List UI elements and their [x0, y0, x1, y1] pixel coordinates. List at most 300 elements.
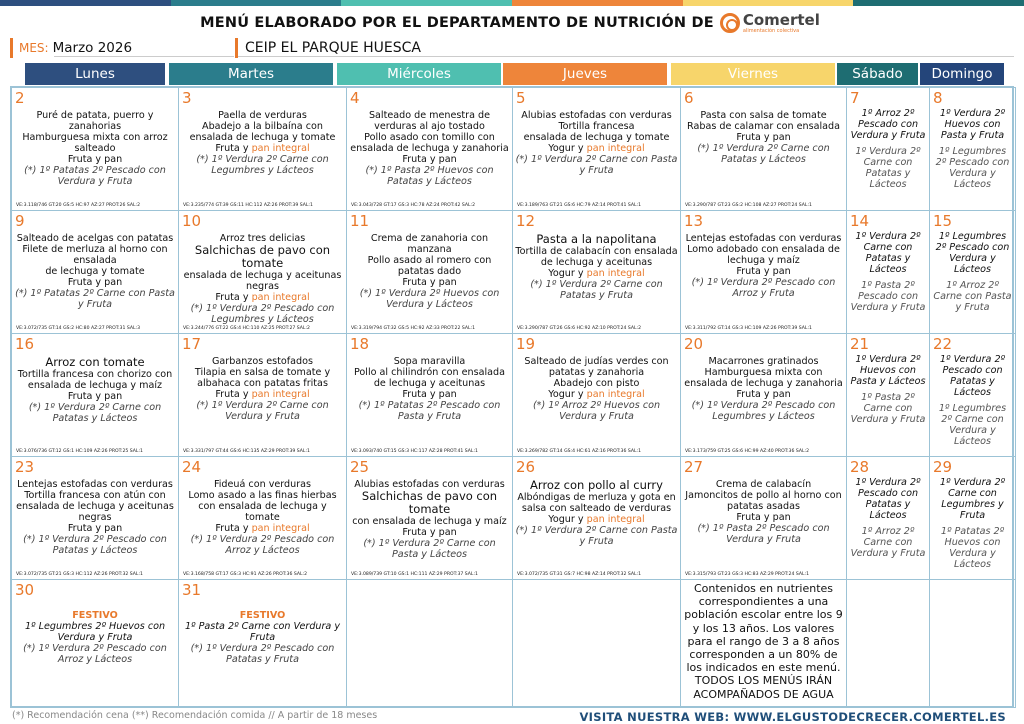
menu-text — [181, 110, 344, 176]
menu-line-text: Fruta y pan — [67, 523, 123, 534]
menu-line-text: Lomo adobado con ensalada de lechuga y maíz — [687, 244, 840, 266]
menu-line-text: (*) 1º Verdura 2º Pescado con Legumbres y Lácteos — [691, 400, 836, 422]
menu-line-text: (*) 1º Arroz 2º Huevos con Verdura y Fruta — [532, 400, 661, 422]
menu-line — [683, 132, 844, 143]
day-header-sábado: Sábado — [837, 63, 918, 85]
menu-line-text: (*) 1º Patatas 2º Pescado con Pasta y Fruta — [358, 400, 501, 422]
menu-line — [515, 143, 678, 154]
menu-line-text: Lentejas estofadas con verduras — [17, 479, 173, 490]
day-header-jueves: Jueves — [503, 63, 667, 85]
weekend-main: 1º Verdura 2º Pescado con Patatas y Lácteos — [855, 477, 921, 521]
day-cell — [929, 456, 1016, 580]
integral-label: pan integral — [251, 292, 310, 303]
day-number: 31 — [182, 581, 202, 599]
menu-line — [14, 643, 176, 665]
day-number: 22 — [933, 335, 953, 353]
menu-line — [14, 621, 176, 643]
menu-line-text: Hamburguesa mixta con ensalada de lechuga y zanahoria — [684, 367, 843, 389]
weekend-alt: 1º Arroz 2º Carne con Verdura y Fruta — [850, 526, 926, 559]
menu-text — [515, 233, 678, 301]
menu-line — [181, 367, 344, 389]
menu-line — [683, 523, 844, 545]
menu-line — [14, 356, 176, 369]
menu-line-text: Fruta y pan — [402, 389, 457, 400]
day-number: 24 — [182, 458, 202, 476]
nutrition-values: VE:3.173/759 GT:25 GS:6 HC:99 AZ:40 PROT:36 SAL:2 — [685, 449, 810, 454]
day-number: 9 — [15, 212, 25, 230]
integral-label: pan integral — [586, 514, 645, 525]
nutrition-values: VE:3.290/787 GT:26 GS:6 HC:92 AZ:10 PROT:24 SAL:2 — [517, 326, 642, 331]
day-cell — [512, 456, 681, 580]
menu-line — [683, 479, 844, 490]
menu-line — [683, 389, 844, 400]
menu-line — [14, 288, 176, 310]
weekend-menu — [932, 354, 1013, 447]
menu-line — [181, 523, 344, 534]
menu-text — [515, 356, 678, 422]
menu-line — [349, 165, 510, 187]
day-cell — [929, 333, 1016, 457]
day-cell — [846, 210, 930, 334]
weekend-menu — [932, 477, 1013, 570]
menu-line-text: Fruta y pan — [67, 391, 123, 402]
menu-line-text: Fruta y pan — [402, 154, 457, 165]
menu-line-text: Albóndigas de merluza y gota en salsa con salteado de verduras — [517, 492, 676, 514]
weekend-alt: 1º Pasta 2º Pescado con Verdura y Fruta — [850, 280, 926, 313]
menu-line-text: Puré de patata, puerro y zanahorias — [36, 110, 154, 132]
weekday-header — [10, 63, 1014, 85]
menu-line-text: Fruta y — [215, 292, 252, 303]
menu-line-text: Jamoncitos de pollo al horno con patatas asadas — [685, 490, 842, 512]
menu-line — [683, 367, 844, 389]
menu-line — [14, 266, 176, 277]
menu-line — [181, 534, 344, 556]
menu-line — [349, 288, 510, 310]
day-number: 4 — [350, 89, 360, 107]
menu-line-text: (*) 1º Verdura 2º Pescado con Legumbres y Lácteos — [190, 303, 335, 325]
menu-line — [181, 490, 344, 523]
festivo-label: FESTIVO — [72, 610, 118, 621]
weekend-menu — [849, 477, 927, 559]
footer-legend: (*) Recomendación cena (**) Recomendación comida // A partir de 18 meses — [12, 710, 378, 721]
nutrition-values: VE:3.235/774 GT:39 GS:11 HC:112 AZ:26 PROT:39 SAL:1 — [183, 203, 313, 208]
weekend-main: 1º Arroz 2º Pescado con Verdura y Fruta — [850, 108, 926, 141]
menu-line — [181, 621, 344, 643]
menu-line — [349, 490, 510, 516]
day-cell — [11, 456, 179, 580]
month-label: MES: — [19, 41, 49, 55]
day-number: 29 — [933, 458, 953, 476]
menu-line — [349, 527, 510, 538]
day-number: 21 — [850, 335, 870, 353]
day-cell — [512, 210, 681, 334]
menu-line-text: Salteado de acelgas con patatas — [16, 233, 174, 244]
day-number: 27 — [684, 458, 704, 476]
menu-line-text: Pollo al chilindrón con ensalada de lechuga y aceitunas — [353, 367, 506, 389]
menu-text — [683, 479, 844, 545]
day-cell — [929, 210, 1016, 334]
menu-line-text: Yogur y — [548, 389, 587, 400]
day-cell — [846, 456, 930, 580]
menu-line — [349, 538, 510, 560]
day-number: 5 — [516, 89, 526, 107]
festivo-label: FESTIVO — [239, 610, 286, 621]
day-number: 14 — [850, 212, 870, 230]
integral-label: pan integral — [251, 523, 310, 534]
menu-line — [14, 369, 176, 391]
integral-label: pan integral — [586, 143, 645, 154]
nutrition-values: VE:3.118/746 GT:20 GS:5 HC:97 AZ:27 PROT:26 SAL:2 — [16, 203, 141, 208]
integral-label: pan integral — [251, 143, 310, 154]
menu-line — [349, 154, 510, 165]
menu-line — [181, 143, 344, 154]
nutrition-values: VE:3.269/782 GT:14 GS:4 HC:61 AZ:16 PROT:36 SAL:1 — [517, 449, 642, 454]
menu-line — [14, 110, 176, 132]
weekend-menu — [849, 354, 927, 425]
menu-line-text: (*) 1º Verdura 2º Carne con Pasta y Lácteos — [363, 538, 496, 560]
menu-line-text: Salchichas de pavo con tomate — [194, 243, 331, 270]
menu-line — [349, 356, 510, 367]
weekend-main: 1º Verdura 2º Pescado con Patatas y Lácteos — [939, 354, 1006, 398]
day-cell — [346, 87, 513, 211]
menu-line-text: Sopa maravilla — [393, 356, 466, 367]
menu-line — [515, 514, 678, 525]
nutrition-values: VE:3.319/794 GT:32 GS:5 HC:92 AZ:33 PROT:22 SAL:1 — [351, 326, 476, 331]
menu-text — [515, 479, 678, 547]
menu-line-text: Arroz con tomate — [45, 355, 145, 369]
menu-line-text: Fruta y pan — [402, 527, 457, 538]
integral-label: pan integral — [251, 389, 310, 400]
day-header-domingo: Domingo — [920, 63, 1004, 85]
menu-text — [349, 110, 510, 187]
menu-line-text: Garbanzos estofados — [211, 356, 313, 367]
month-value: Marzo 2026 — [52, 40, 133, 56]
month-field — [10, 38, 132, 58]
day-number: 19 — [516, 335, 536, 353]
menu-text — [181, 479, 344, 556]
nutrition-values: VE:3.072/735 GT:31 GS:7 HC:98 AZ:14 PROT:32 SAL:1 — [517, 572, 642, 577]
menu-line-text: (*) 1º Pasta 2º Pescado con Verdura y Fruta — [697, 523, 830, 545]
menu-text — [683, 110, 844, 165]
menu-line-text: con ensalada de lechuga y maíz — [352, 516, 507, 527]
menu-line — [181, 292, 344, 303]
menu-line — [14, 277, 176, 288]
menu-line-text: Yogur y — [548, 268, 587, 279]
menu-line — [14, 233, 176, 244]
day-number: 13 — [684, 212, 704, 230]
day-cell — [178, 333, 347, 457]
menu-line — [683, 512, 844, 523]
menu-line — [683, 143, 844, 165]
menu-line-text: Rabas de calamar con ensalada — [687, 121, 840, 132]
menu-line-text: (*) 1º Patatas 2º Carne con Pasta y Fruta — [15, 288, 175, 310]
menu-line — [14, 523, 176, 534]
menu-line — [181, 400, 344, 422]
day-cell — [512, 333, 681, 457]
day-number: 26 — [516, 458, 536, 476]
day-cell — [512, 87, 681, 211]
menu-line-text: 1º Legumbres 2º Huevos con Verdura y Fruta — [24, 621, 166, 643]
menu-line — [14, 402, 176, 424]
day-cell — [346, 579, 513, 708]
nutrition-values: VE:3.072/735 GT:21 GS:3 HC:112 AZ:26 PROT:32 SAL:1 — [16, 572, 143, 577]
nutrition-note: Contenidos en nutrientes correspondientes a una población escolar entre los 9 y los 13 años. Los valores para el rango de 3 a 8 años corresponden a un 80% de los indicados en este menú. TODOS LOS MENÚS IRÁN ACOMPAÑADOS DE AGUA — [684, 582, 843, 701]
menu-line-text: Fruta y pan — [67, 277, 123, 288]
nutrition-values: VE:3.168/758 GT:17 GS:3 HC:91 AZ:26 PROT:36 SAL:2 — [183, 572, 308, 577]
menu-line-text: (*) 1º Verdura 2º Carne con Verdura y Fruta — [196, 400, 329, 422]
menu-line — [515, 246, 678, 268]
menu-line-text: (*) 1º Verdura 2º Carne con Patatas y Lácteos — [697, 143, 830, 165]
menu-line — [349, 367, 510, 389]
integral-label: pan integral — [586, 389, 645, 400]
menu-text — [181, 356, 344, 422]
menu-line — [515, 121, 678, 132]
menu-line — [349, 233, 510, 255]
menu-line-text: ensalada de lechuga y aceitunas negras — [183, 270, 342, 292]
day-cell — [680, 579, 847, 708]
menu-line — [683, 400, 844, 422]
day-number: 18 — [350, 335, 370, 353]
day-cell — [178, 579, 347, 708]
day-number: 25 — [350, 458, 370, 476]
menu-line-text: Fruta y — [215, 143, 252, 154]
day-number: 3 — [182, 89, 192, 107]
day-cell — [846, 333, 930, 457]
menu-text — [349, 356, 510, 422]
menu-line — [349, 110, 510, 132]
menu-line — [515, 378, 678, 389]
menu-line-text: Pasta a la napolitana — [536, 232, 657, 246]
weekend-alt: 1º Arroz 2º Carne con Pasta y Fruta — [933, 280, 1012, 313]
menu-line — [181, 110, 344, 121]
menu-text — [181, 233, 344, 325]
menu-line-text: Fruta y pan — [736, 132, 791, 143]
footer-website-link[interactable]: VISITA NUESTRA WEB: WWW.ELGUSTODECRECER.COMERTEL.ES — [579, 710, 1006, 724]
menu-line — [683, 356, 844, 367]
menu-line — [349, 132, 510, 154]
nutrition-values: VE:3.244/776 GT:22 GS:4 HC:110 AZ:25 PROT:27 SAL:2 — [183, 326, 310, 331]
menu-line — [683, 266, 844, 277]
menu-line-text: Salteado de menestra de verduras al ajo tostado — [368, 110, 491, 132]
weekend-alt: 1º Verdura 2º Carne con Patatas y Lácteos — [855, 146, 921, 190]
menu-line — [14, 132, 176, 154]
menu-line — [515, 132, 678, 143]
page-title: MENÚ ELABORADO POR EL DEPARTAMENTO DE NUTRICIÓN DE — [200, 15, 714, 31]
day-cell — [178, 210, 347, 334]
menu-line-text: Tortilla francesa — [558, 121, 635, 132]
menu-line — [181, 479, 344, 490]
comertel-logo — [720, 10, 820, 34]
nutrition-values: VE:3.331/797 GT:44 GS:6 HC:135 AZ:29 PROT:39 SAL:1 — [183, 449, 310, 454]
menu-text — [349, 233, 510, 310]
menu-line-text: Abadejo con pisto — [553, 378, 640, 389]
menu-text — [14, 110, 176, 187]
menu-text — [14, 479, 176, 556]
day-number: 8 — [933, 89, 943, 107]
menu-line-text: Crema de zanahoria con manzana — [370, 233, 489, 255]
logo-subtitle: alimentación colectiva — [742, 27, 800, 34]
menu-line — [14, 534, 176, 556]
day-cell — [680, 456, 847, 580]
menu-text — [14, 233, 176, 310]
nutrition-values: VE:3.189/763 GT:21 GS:6 HC:79 AZ:14 PROT:41 SAL:1 — [517, 203, 642, 208]
menu-line — [181, 389, 344, 400]
menu-line — [349, 389, 510, 400]
day-cell — [178, 87, 347, 211]
menu-text — [14, 356, 176, 424]
day-header-martes: Martes — [169, 63, 333, 85]
day-number: 15 — [933, 212, 953, 230]
menu-line — [181, 244, 344, 270]
day-cell — [512, 579, 681, 708]
day-cell — [11, 579, 179, 708]
menu-line — [515, 279, 678, 301]
nutrition-values: VE:3.290/787 GT:23 GS:2 HC:108 AZ:27 PROT:24 SAL:1 — [685, 203, 812, 208]
menu-line-text: Fruta y — [215, 523, 252, 534]
menu-line-text: (*) 1º Verdura 2º Huevos con Verdura y Lácteos — [359, 288, 500, 310]
weekend-menu — [849, 108, 927, 190]
day-cell — [11, 87, 179, 211]
nutrition-values: VE:3.072/735 GT:14 GS:2 HC:80 AZ:27 PROT:31 SAL:3 — [16, 326, 141, 331]
nutrition-values: VE:3.093/740 GT:15 GS:3 HC:117 AZ:28 PROT:41 SAL:1 — [351, 449, 478, 454]
menu-line-text: Fruta y pan — [402, 277, 457, 288]
menu-line-text: Tilapia en salsa de tomate y albahaca con patatas fritas — [194, 367, 331, 389]
menu-line — [349, 277, 510, 288]
day-cell — [929, 87, 1016, 211]
menu-line — [349, 400, 510, 422]
menu-line-text: Lomo asado a las finas hierbas con ensalada de lechuga y tomate — [188, 490, 337, 523]
menu-line-text: Fruta y pan — [736, 266, 791, 277]
menu-line-text: Tortilla francesa con atún con ensalada de lechuga y aceitunas negras — [16, 490, 174, 523]
day-number: 16 — [15, 335, 35, 353]
menu-line — [683, 121, 844, 132]
info-bar — [10, 38, 1014, 58]
menu-line — [515, 492, 678, 514]
day-cell — [680, 87, 847, 211]
menu-line-text: Paella de verduras — [218, 110, 307, 121]
menu-line-text: Tortilla de calabacín con ensalada de lechuga y aceitunas — [515, 246, 678, 268]
nutrition-values: VE:3.089/739 GT:10 GS:1 HC:111 AZ:29 PROT:37 SAL:1 — [351, 572, 478, 577]
menu-line-text: Yogur y — [548, 514, 587, 525]
day-cell — [178, 456, 347, 580]
menu-line-text: Pollo asado al romero con patatas dado — [367, 255, 492, 277]
menu-line — [515, 154, 678, 176]
menu-line — [14, 165, 176, 187]
nutrition-values: VE:3.315/793 GT:23 GS:3 HC:83 AZ:29 PROT:24 SAL:1 — [685, 572, 810, 577]
nutrition-values: VE:3.043/728 GT:17 GS:3 HC:78 AZ:24 PROT:42 SAL:2 — [351, 203, 476, 208]
weekend-main: 1º Verdura 2º Huevos con Pasta y Lácteos — [850, 354, 926, 387]
day-cell — [846, 579, 930, 708]
day-number: 10 — [182, 212, 202, 230]
footer — [10, 710, 1014, 724]
menu-line — [515, 268, 678, 279]
day-cell — [680, 210, 847, 334]
menu-line — [14, 391, 176, 402]
menu-line-text: Pollo asado con tomillo con ensalada de lechuga y zanahoria — [350, 132, 509, 154]
menu-line — [683, 277, 844, 299]
menu-line-text: Salchichas de pavo con tomate — [361, 489, 498, 516]
menu-line-text: Lentejas estofadas con verduras — [685, 233, 842, 244]
day-number: 12 — [516, 212, 536, 230]
menu-line — [181, 303, 344, 325]
menu-line-text: Crema de calabacín — [715, 479, 812, 490]
menu-line-text: Salteado de judías verdes con patatas y zanahoria — [524, 356, 669, 378]
menu-line — [14, 154, 176, 165]
menu-line-text: Arroz tres delicias — [219, 233, 306, 244]
weekend-alt: 1º Patatas 2º Huevos con Verdura y Lácteos — [940, 526, 1005, 570]
day-cell — [346, 333, 513, 457]
day-header-lunes: Lunes — [25, 63, 165, 85]
weekend-menu — [932, 108, 1013, 190]
menu-line-text: Fruta y pan — [736, 389, 791, 400]
school-name: CEIP EL PARQUE HUESCA — [235, 38, 421, 58]
menu-line-text: Hamburguesa mixta con arroz salteado — [22, 132, 168, 154]
menu-line-text: (*) 1º Verdura 2º Pescado con Arroz y Lácteos — [190, 534, 335, 556]
weekend-main: 1º Legumbres 2º Pescado con Verdura y Lácteos — [935, 231, 1010, 275]
menu-line-text: (*) 1º Verdura 2º Carne con Pasta y Fruta — [515, 525, 678, 547]
menu-line-text: Yogur y — [548, 143, 587, 154]
menu-line-text: Arroz con pollo al curry — [530, 478, 663, 492]
menu-line — [181, 154, 344, 176]
menu-text — [515, 110, 678, 176]
menu-line — [683, 110, 844, 121]
menu-text — [181, 602, 344, 665]
menu-line-text: Tortilla francesa con chorizo con ensalada de lechuga y maíz — [17, 369, 173, 391]
menu-line-text: (*) 1º Verdura 2º Carne con Patatas y Fruta — [530, 279, 663, 301]
menu-line-text: (*) 1º Verdura 2º Pescado con Arroz y Lácteos — [23, 643, 167, 665]
day-cell — [346, 456, 513, 580]
menu-line-text: (*) 1º Verdura 2º Pescado con Patatas y Fruta — [190, 643, 335, 665]
menu-line-text: Fruta y pan — [736, 512, 791, 523]
day-number: 7 — [850, 89, 860, 107]
weekend-alt: 1º Legumbres 2º Carne con Verdura y Lácteos — [938, 403, 1007, 447]
menu-line — [683, 233, 844, 244]
weekend-main: 1º Verdura 2º Huevos con Pasta y Fruta — [939, 108, 1006, 141]
day-header-viernes: Viernes — [671, 63, 835, 85]
day-cell — [846, 87, 930, 211]
menu-line-text: (*) 1º Verdura 2º Carne con Legumbres y Lácteos — [196, 154, 329, 176]
menu-text — [683, 233, 844, 299]
menu-line-text: Pasta con salsa de tomate — [700, 110, 827, 121]
day-number: 6 — [684, 89, 694, 107]
menu-line — [349, 516, 510, 527]
day-cell — [346, 210, 513, 334]
menu-line — [515, 233, 678, 246]
weekend-alt: 1º Legumbres 2º Pescado con Verdura y Lácteos — [935, 146, 1010, 190]
menu-line-text: (*) 1º Verdura 2º Pescado con Arroz y Fruta — [691, 277, 836, 299]
menu-line — [181, 356, 344, 367]
menu-line-text: (*) 1º Verdura 2º Pescado con Patatas y Lácteos — [23, 534, 167, 556]
day-cell — [11, 333, 179, 457]
menu-text — [349, 479, 510, 560]
menu-line-text: (*) 1º Patatas 2º Pescado con Verdura y Fruta — [24, 165, 166, 187]
menu-text — [683, 356, 844, 422]
day-cell — [11, 210, 179, 334]
day-number: 17 — [182, 335, 202, 353]
day-number: 30 — [15, 581, 35, 599]
integral-label: pan integral — [586, 268, 645, 279]
menu-line — [181, 270, 344, 292]
menu-line — [14, 244, 176, 266]
menu-line — [515, 389, 678, 400]
menu-line — [515, 356, 678, 378]
weekend-alt: 1º Pasta 2º Carne con Verdura y Fruta — [850, 392, 926, 425]
weekend-main: 1º Verdura 2º Carne con Legumbres y Fruta — [939, 477, 1006, 521]
weekend-menu — [849, 231, 927, 313]
menu-line — [14, 479, 176, 490]
menu-text — [14, 602, 176, 665]
menu-line-text: Fideuá con verduras — [213, 479, 312, 490]
